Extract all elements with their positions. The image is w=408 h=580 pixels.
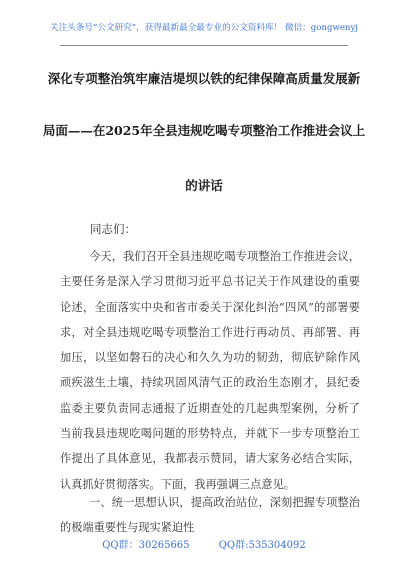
title-line-3: 的讲话 — [185, 178, 223, 193]
footer-qq-group-2[interactable]: QQ群:535304092 — [218, 540, 306, 551]
footer — [0, 536, 408, 551]
header-divider — [60, 45, 348, 46]
title-line-1: 深化专项整治筑牢廉洁堤坝以铁的纪律保障高质量发展新 — [47, 71, 361, 86]
footer-qq-group-1[interactable]: QQ群：30265665 — [102, 540, 190, 551]
title-line-2: 局面——在2025年全县违规吃喝专项整治工作推进会议上 — [42, 123, 366, 138]
speech-greeting: 同志们： — [90, 222, 136, 236]
header-banner[interactable]: 关注头条号“公文研究”，获得最新最全最专业的公文资料库！ 微信：gongwenyj — [50, 23, 358, 33]
body-paragraph-2: 一、统一思想认识，提高政治站位，深刻把握专项整治的极端重要性与现实紧迫性 — [60, 496, 360, 535]
body-paragraph-1: 今天，我们召开全县违规吃喝专项整治工作推进会议，主要任务是深入学习贯彻习近平总书记关于作风建设的重要论述，全面落实中央和省市委关于深化纠治“四风”的部署要求，对全县违规吃喝专项整治工作进行再动员、再部署、再加压，以坚如磐石的决心和久久为功的韧劲，彻底铲除作风顽疾滋生土壤，持续巩固风清气正的政治生态刚才，县纪委监委主要负责同志通报了近期查处的几起典型案例，分析了当前我县违规吃喝问题的形势特点，并就下一步专项整治工作提出了具体意见，我都表示赞同，请大家务必结合实际，认真抓好贯彻落实。下面，我再强调三点意见。 — [60, 250, 360, 491]
